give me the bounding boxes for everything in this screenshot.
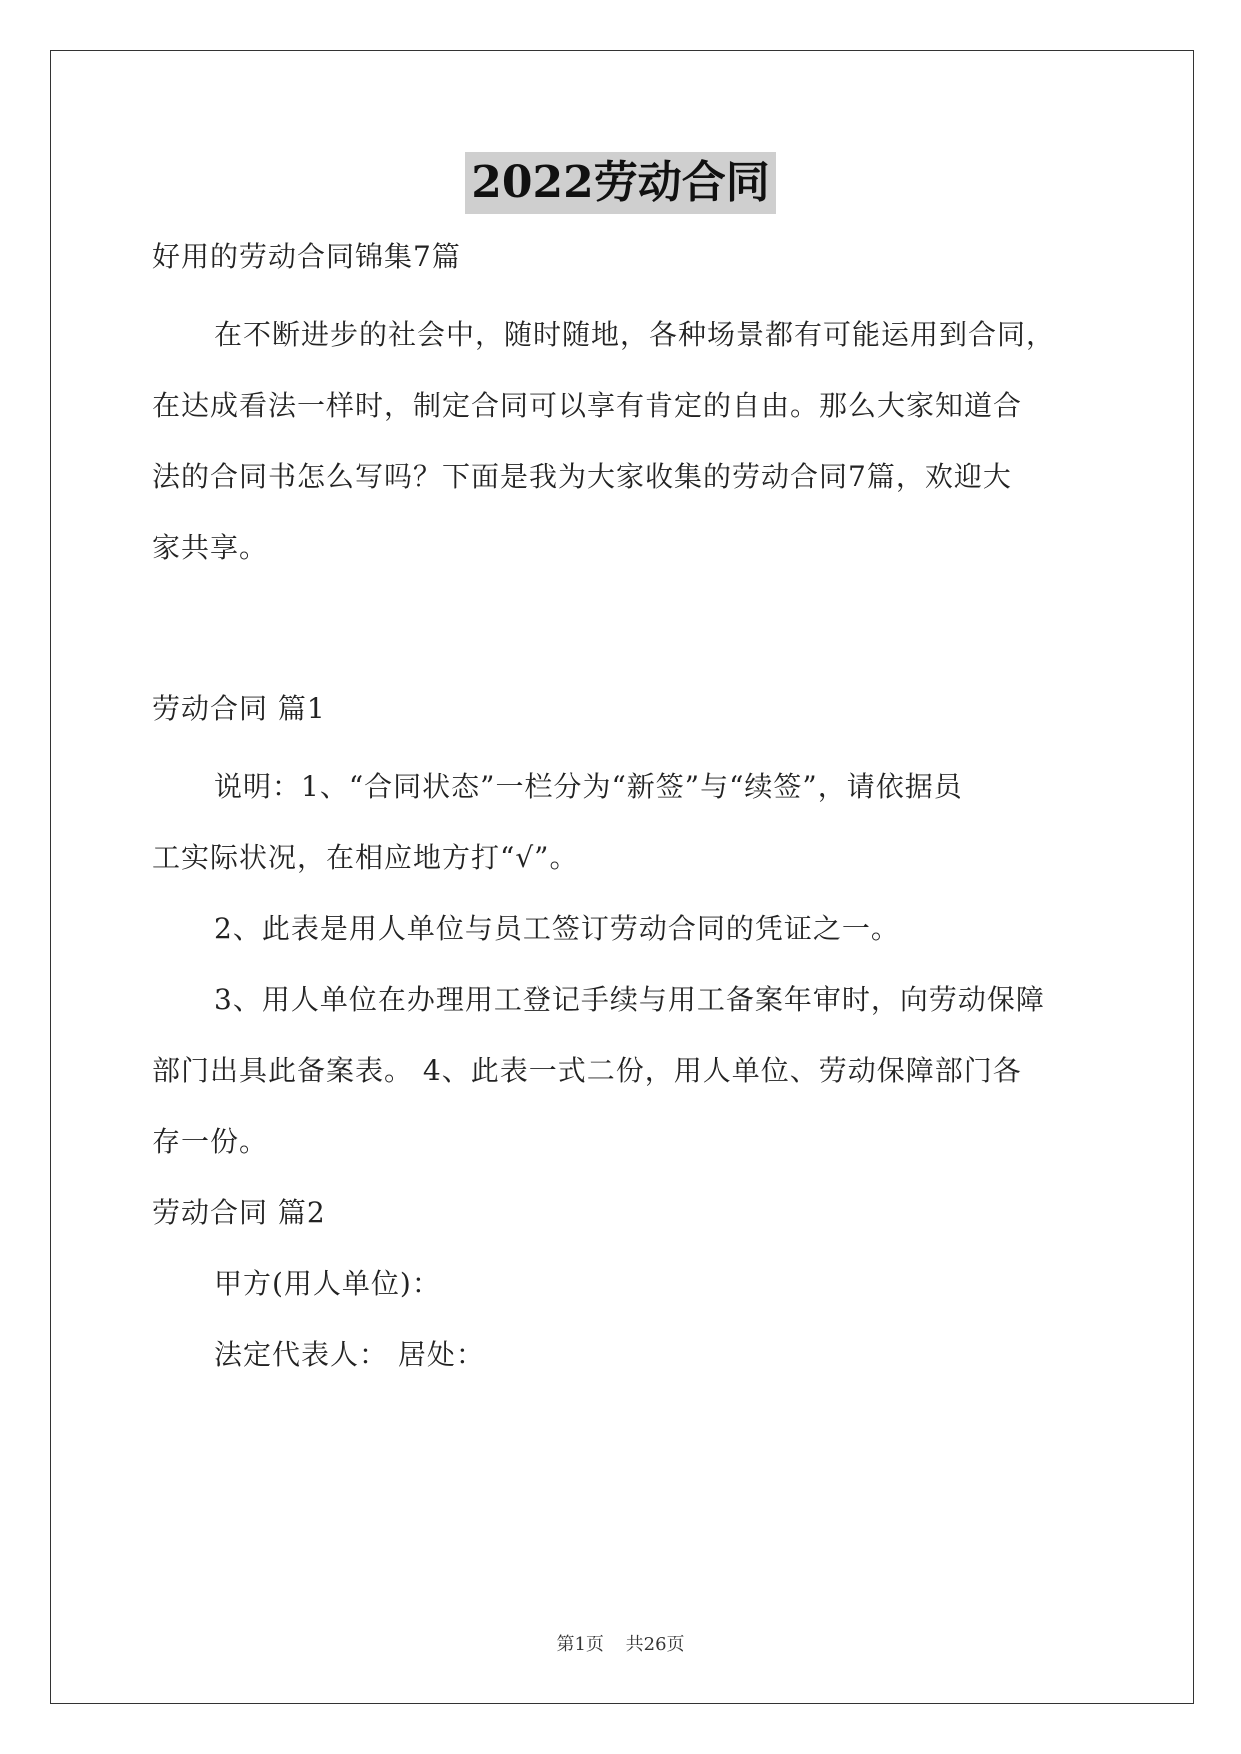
- section1-line: 2、此表是用人单位与员工签订劳动合同的凭证之一。: [214, 912, 900, 945]
- section1-line: 部门出具此备案表。 4、此表一式二份，用人单位、劳动保障部门各: [152, 1054, 1022, 1087]
- page-footer: [0, 1630, 1241, 1656]
- section1-line: 工实际状况，在相应地方打“√”。: [152, 841, 579, 874]
- section1-line: 说明：1、“合同状态”一栏分为“新签”与“续签”，请依据员: [214, 770, 963, 803]
- intro-line: 在达成看法一样时，制定合同可以享有肯定的自由。那么大家知道合: [152, 389, 1023, 422]
- section2-line: 法定代表人： 居处：: [214, 1338, 485, 1371]
- document-subtitle: 好用的劳动合同锦集7篇: [152, 240, 461, 273]
- intro-line: 在不断进步的社会中，随时随地，各种场景都有可能运用到合同，: [214, 318, 1056, 351]
- section2-line: 甲方(用人单位)：: [214, 1267, 441, 1300]
- document-title-wrap: [0, 152, 1241, 214]
- intro-line: 法的合同书怎么写吗？下面是我为大家收集的劳动合同7篇，欢迎大: [152, 460, 1012, 493]
- page-number: 第1页: [556, 1634, 604, 1655]
- page-total: 共26页: [625, 1634, 685, 1655]
- section2-heading: 劳动合同 篇2: [152, 1196, 326, 1229]
- section1-line: 3、用人单位在办理用工登记手续与用工备案年审时，向劳动保障: [214, 983, 1045, 1016]
- section1-line: 存一份。: [152, 1125, 269, 1158]
- section1-heading: 劳动合同 篇1: [152, 692, 326, 725]
- intro-line: 家共享。: [152, 531, 269, 564]
- document-title: 2022劳动合同: [465, 152, 775, 214]
